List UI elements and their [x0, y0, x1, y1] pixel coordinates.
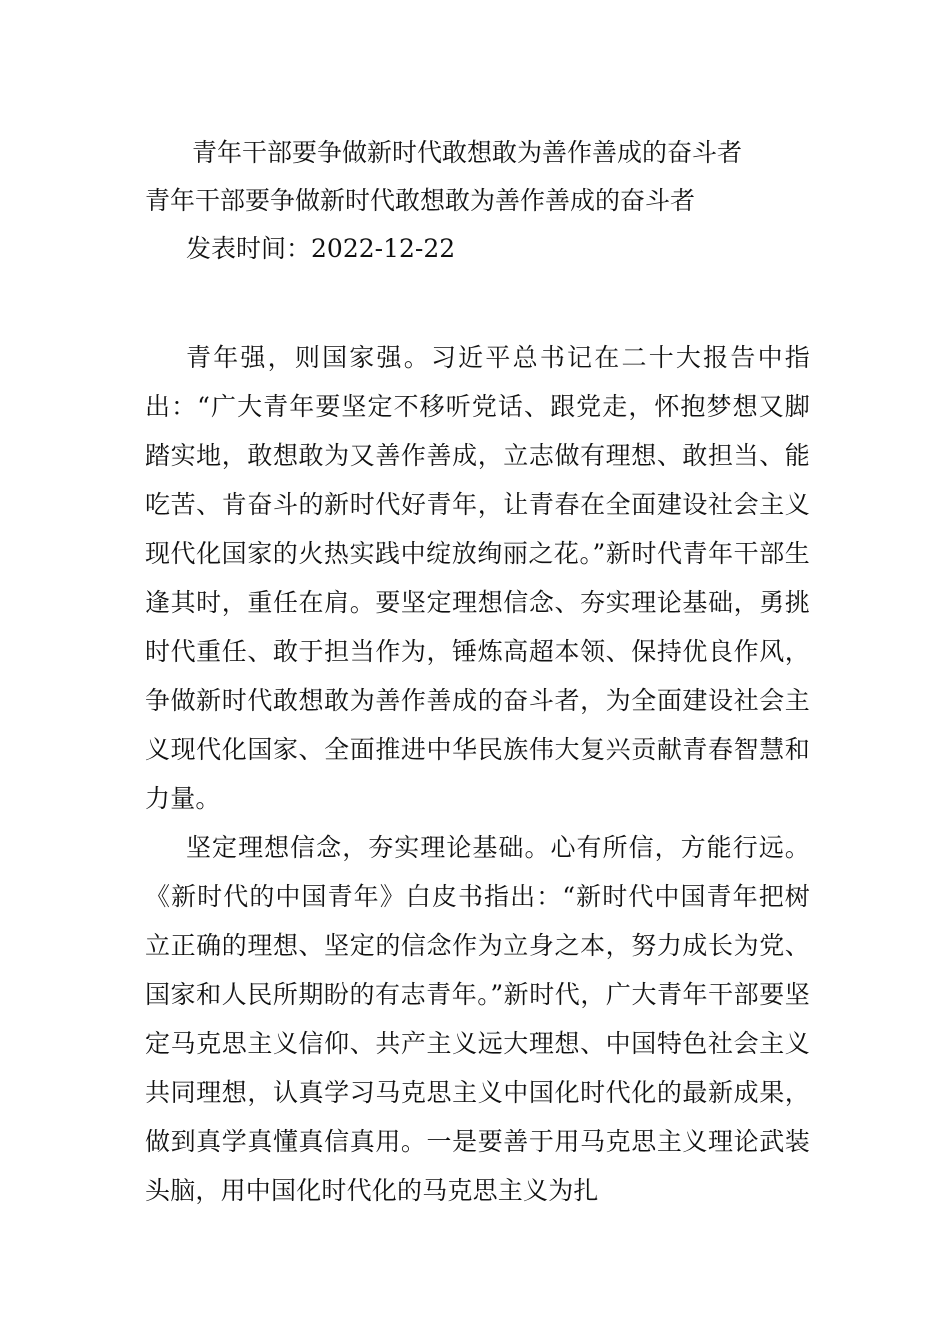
document-title: 青年干部要争做新时代敢想敢为善作善成的奋斗者 — [192, 138, 743, 167]
document-title-repeat: 青年干部要争做新时代敢想敢为善作善成的奋斗者 — [145, 186, 696, 215]
publish-date-value: 2022-12-22 — [311, 234, 456, 263]
publish-date-line — [186, 231, 786, 267]
paragraph-1: 青年强，则国家强。习近平总书记在二十大报告中指出：“广大青年要坚定不移听党话、跟党走，怀抱梦想又脚踏实地，敢想敢为又善作善成，立志做有理想、敢担当、能吃苦、肯奋斗的新时代好青年，让青春在全面建设社会主义现代化国家的火热实践中绽放绚丽之花。”新时代青年干部生逢其时，重任在肩。要坚定理想信念、夯实理论基础，勇挑时代重任、敢于担当作为，锤炼高超本领、保持优良作风，争做新时代敢想敢为善作善成的奋斗者，为全面建设社会主义现代化国家、全面推进中华民族伟大复兴贡献青春智慧和力量。 — [145, 343, 810, 813]
article-body — [145, 333, 810, 1215]
publish-date-label: 发表时间： — [186, 234, 312, 263]
paragraph-2: 坚定理想信念，夯实理论基础。心有所信，方能行远。《新时代的中国青年》白皮书指出：“新时代中国青年把树立正确的理想、坚定的信念作为立身之本，努力成长为党、国家和人民所期盼的有志青年。”新时代，广大青年干部要坚定马克思主义信仰、共产主义远大理想、中国特色社会主义共同理想，认真学习马克思主义中国化时代化的最新成果，做到真学真懂真信真用。一是要善于用马克思主义理论武装头脑，用中国化时代化的马克思主义为扎 — [145, 833, 810, 1205]
